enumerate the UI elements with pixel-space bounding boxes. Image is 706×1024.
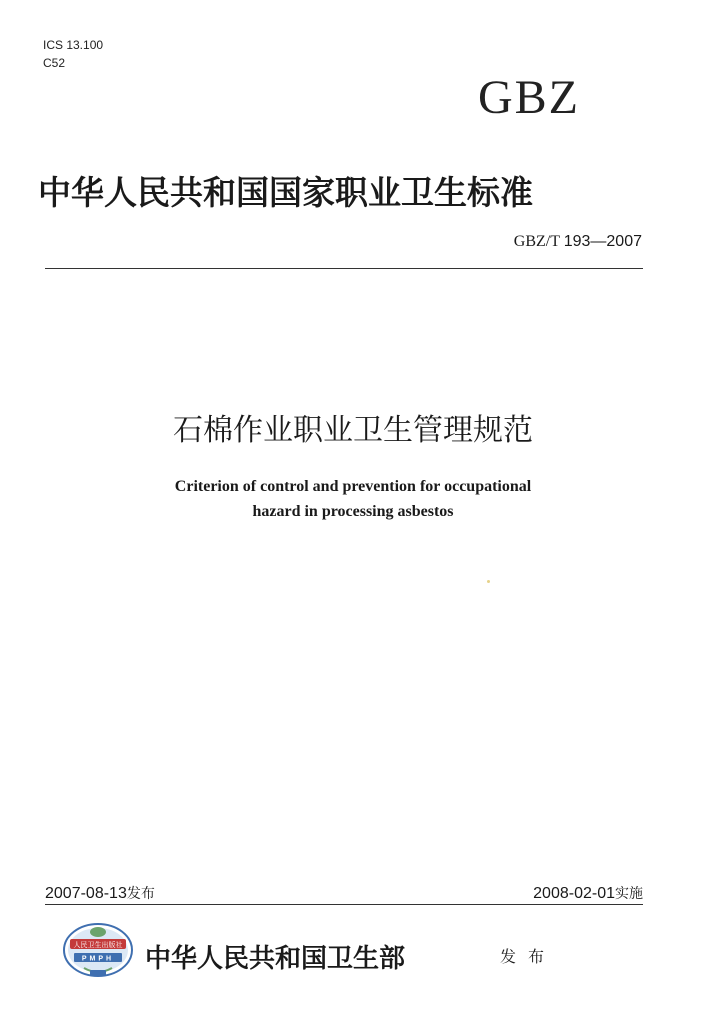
seal-text: 人民卫生出版社 [73, 941, 123, 949]
date-row [45, 883, 643, 905]
standard-number-prefix: GBZ/T [513, 233, 560, 250]
ics-code: ICS 13.100 [43, 38, 104, 52]
document-title-en [0, 474, 706, 524]
paper-speck [487, 580, 490, 583]
title-en-line-1: Criterion of control and prevention for occupational [174, 478, 532, 495]
seal-bottom-tab [90, 970, 106, 976]
standard-number [514, 233, 642, 251]
header-divider [45, 268, 643, 269]
effective-date-block [533, 883, 643, 903]
publisher-seal-logo [62, 922, 134, 980]
document-title-zh: 石棉作业职业卫生管理规范 [173, 413, 533, 448]
issuing-standard-title: 中华人民共和国国家职业卫生标准 [38, 173, 533, 212]
classification-codes [43, 36, 103, 72]
seal-top-emblem [90, 927, 106, 937]
issue-label: 发布 [126, 886, 155, 902]
issue-date: 2007-08-13 [45, 885, 127, 902]
publisher-action: 发布 [500, 947, 557, 966]
standard-number-value: 193—2007 [563, 233, 642, 250]
standard-logo: GBZ [478, 71, 580, 124]
category-code: C52 [43, 56, 66, 70]
title-en-line-2: hazard in processing asbestos [252, 503, 454, 520]
seal-abbrev: PMPH [81, 955, 115, 963]
effective-date: 2008-02-01 [533, 885, 615, 902]
footer-divider [45, 904, 643, 905]
effective-label: 实施 [615, 886, 643, 902]
issue-date-block [45, 883, 155, 903]
publisher-name: 中华人民共和国卫生部 [145, 944, 406, 974]
